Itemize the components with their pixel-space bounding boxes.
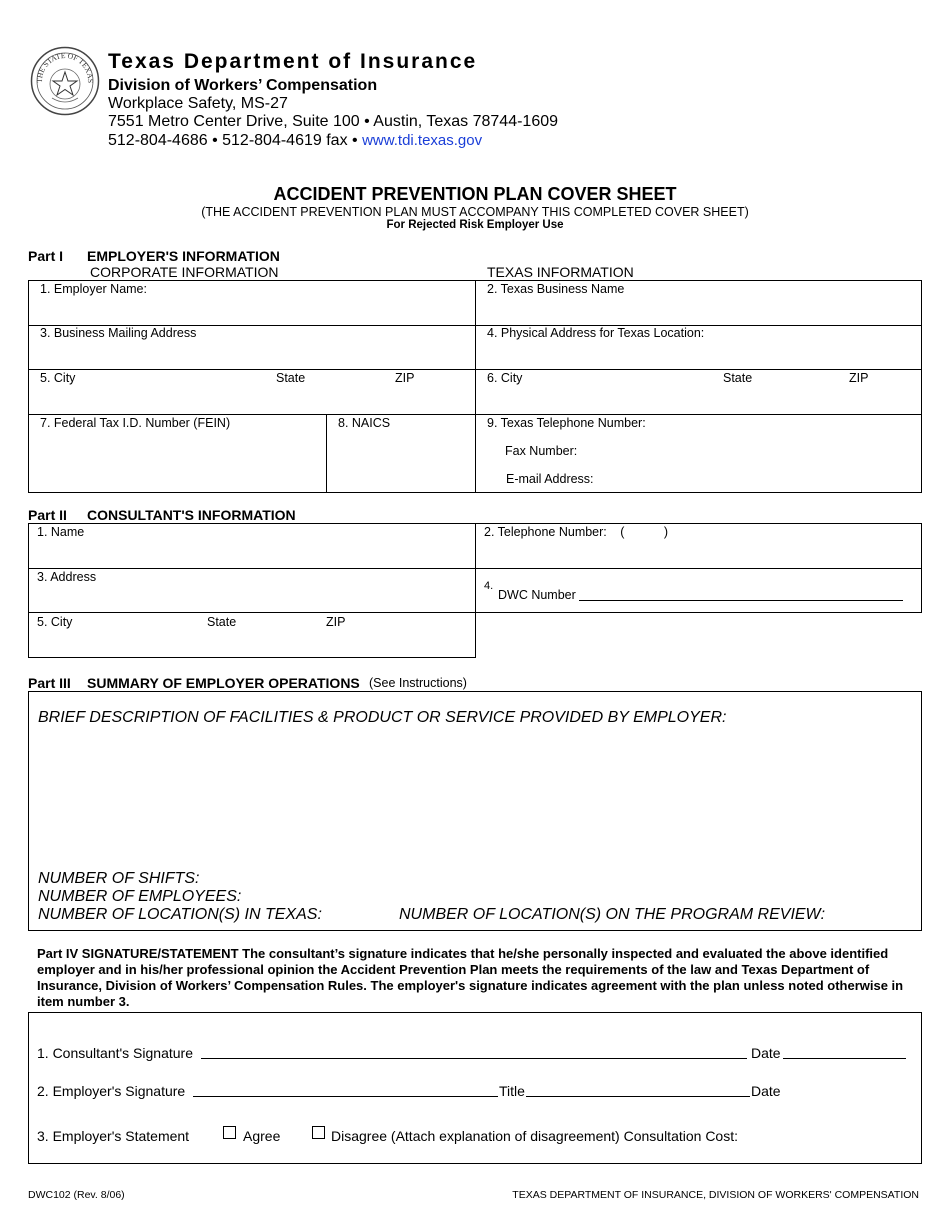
signature-statement-text	[37, 946, 917, 1010]
physical-address-field[interactable]: 4. Physical Address for Texas Location:	[487, 326, 705, 340]
consultant-telephone-label: 2. Telephone Number:	[484, 525, 607, 539]
mailing-address-field[interactable]: 3. Business Mailing Address	[40, 326, 197, 340]
facilities-description-label: BRIEF DESCRIPTION OF FACILITIES & PRODUCT OR SERVICE PROVIDED BY EMPLOYER:	[38, 709, 727, 726]
employer-title-line[interactable]	[526, 1080, 750, 1097]
texas-info-heading: TEXAS INFORMATION	[487, 264, 634, 280]
disagree-checkbox[interactable]	[312, 1126, 325, 1139]
agency-name: Texas Department of Insurance	[108, 50, 478, 73]
part3-label: Part III	[28, 675, 71, 691]
form-usage-note: For Rejected Risk Employer Use	[386, 219, 564, 231]
employer-signature-label: 2. Employer's Signature	[37, 1083, 186, 1099]
consultant-name-field[interactable]: 1. Name	[37, 525, 85, 539]
email-address-field[interactable]: E-mail Address:	[506, 472, 594, 486]
texas-zip-field[interactable]: ZIP	[849, 371, 869, 385]
locations-on-review-label: NUMBER OF LOCATION(S) ON THE PROGRAM REVIEW:	[399, 906, 826, 923]
area-code-close: )	[663, 525, 669, 539]
naics-field[interactable]: 8. NAICS	[338, 416, 391, 430]
part2-left-table	[28, 523, 476, 658]
part2-heading: CONSULTANT'S INFORMATION	[87, 507, 296, 523]
agency-phones	[108, 132, 482, 150]
agency-address: 7551 Metro Center Drive, Suite 100 • Austin, Texas 78744-1609	[108, 113, 559, 130]
consultant-date-line[interactable]	[783, 1042, 906, 1059]
dwc-number-field[interactable]	[579, 587, 903, 601]
division-name: Division of Workers’ Compensation	[108, 77, 378, 94]
number-of-employees-label: NUMBER OF EMPLOYEES:	[38, 888, 242, 905]
agree-checkbox[interactable]	[223, 1126, 236, 1139]
consultant-signature-label: 1. Consultant's Signature	[37, 1045, 193, 1061]
consultant-city-field[interactable]: 5. City	[37, 615, 73, 629]
consultant-state-field[interactable]: State	[207, 615, 237, 629]
form-subtitle: (THE ACCIDENT PREVENTION PLAN MUST ACCOMPANY THIS COMPLETED COVER SHEET)	[201, 205, 749, 219]
corporate-city-field[interactable]: 5. City	[40, 371, 76, 385]
fein-naics-divider	[326, 414, 327, 493]
phone-fax-numbers: 512-804-4686 • 512-804-4619 fax •	[108, 132, 358, 149]
part2-row-divider-2	[28, 612, 476, 613]
fein-field[interactable]: 7. Federal Tax I.D. Number (FEIN)	[40, 416, 231, 430]
number-of-shifts-label: NUMBER OF SHIFTS:	[38, 870, 200, 887]
part1-row-divider-3	[28, 414, 922, 415]
part3-heading: SUMMARY OF EMPLOYER OPERATIONS	[87, 675, 360, 691]
disagree-label: Disagree (Attach explanation of disagreement) Consultation Cost:	[331, 1128, 738, 1144]
corporate-state-field[interactable]: State	[276, 371, 306, 385]
texas-business-name-field[interactable]: 2. Texas Business Name	[487, 282, 625, 296]
dwc-item-number: 4.	[484, 580, 494, 592]
consultant-address-field[interactable]: 3. Address	[37, 570, 97, 584]
part1-label: Part I	[28, 248, 64, 264]
part1-heading: EMPLOYER'S INFORMATION	[87, 248, 280, 264]
consultant-signature-line[interactable]	[201, 1042, 747, 1059]
corporate-info-heading: CORPORATE INFORMATION	[90, 264, 279, 280]
part2-row-divider-1	[28, 568, 922, 569]
employer-signature-line[interactable]	[193, 1080, 498, 1097]
dwc-number-label: DWC Number	[498, 588, 576, 602]
employer-date-label: Date	[751, 1083, 781, 1099]
fax-number-field[interactable]: Fax Number:	[505, 444, 578, 458]
employer-title-label: Title	[499, 1083, 525, 1099]
consultant-telephone-field[interactable]	[484, 525, 668, 539]
locations-in-texas-label: NUMBER OF LOCATION(S) IN TEXAS:	[38, 906, 322, 923]
texas-telephone-field[interactable]: 9. Texas Telephone Number:	[487, 416, 646, 430]
part1-column-divider	[475, 280, 476, 493]
form-title: ACCIDENT PREVENTION PLAN COVER SHEET	[273, 184, 677, 204]
consultant-zip-field[interactable]: ZIP	[326, 615, 346, 629]
svg-text:THE STATE OF TEXAS: THE STATE OF TEXAS	[34, 50, 96, 84]
area-code-open: (	[620, 525, 625, 539]
part4-statement: The consultant’s signature indicates that he/she personally inspected and evaluated the above identified employer and in his/her professional opinion the Accident Prevention Plan meets the requirements of the law and Texas Department of Insurance, Division of Workers’ Compensation Rules. The employer's signature indicates agreement with the plan unless noted otherwise in item number 3.	[37, 946, 904, 1009]
form-number: DWC102 (Rev. 8/06)	[28, 1189, 125, 1201]
texas-city-field[interactable]: 6. City	[487, 371, 523, 385]
unit-name: Workplace Safety, MS-27	[108, 95, 288, 112]
consultant-date-label: Date	[751, 1045, 781, 1061]
part1-row-divider-2	[28, 369, 922, 370]
footer-agency: TEXAS DEPARTMENT OF INSURANCE, DIVISION OF WORKERS' COMPENSATION	[512, 1189, 919, 1201]
part4-heading: Part IV SIGNATURE/STATEMENT	[37, 946, 239, 961]
agree-label: Agree	[243, 1128, 281, 1144]
part2-label: Part II	[28, 507, 67, 523]
website-link[interactable]: www.tdi.texas.gov	[362, 132, 483, 149]
employer-name-field[interactable]: 1. Employer Name:	[40, 282, 147, 296]
texas-state-field[interactable]: State	[723, 371, 753, 385]
part3-instructions-note: (See Instructions)	[369, 676, 467, 690]
employer-statement-label: 3. Employer's Statement	[37, 1128, 190, 1144]
corporate-zip-field[interactable]: ZIP	[395, 371, 415, 385]
texas-state-seal	[30, 46, 100, 116]
